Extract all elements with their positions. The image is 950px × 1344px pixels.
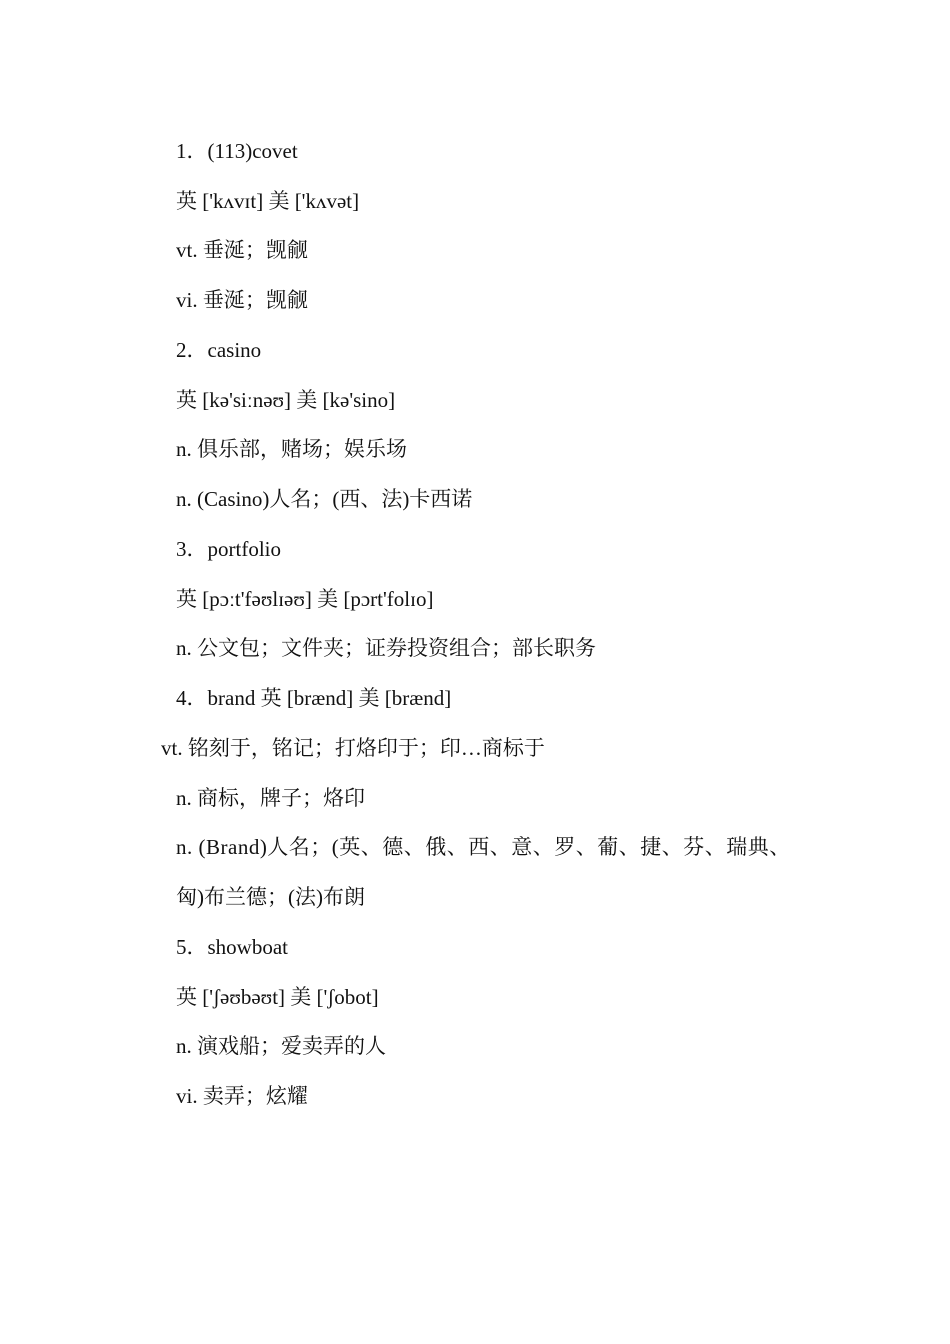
- entry-pronunciation-showboat: 英 ['ʃəʊbəʊt] 美 ['ʃobot]: [176, 985, 379, 1009]
- entry-definition: n. 公文包；文件夹；证券投资组合；部长职务: [176, 636, 596, 660]
- entry-pronunciation-covet: 英 ['kʌvɪt] 美 ['kʌvət]: [176, 189, 360, 213]
- entry-definition: n. 商标，牌子；烙印: [176, 786, 365, 810]
- entry-definition: 匈)布兰德；(法)布朗: [176, 885, 365, 909]
- entry-definition: n. 演戏船；爱卖弄的人: [176, 1034, 386, 1058]
- entry-pronunciation-casino: 英 [kə'siːnəʊ] 美 [kə'sino]: [176, 388, 396, 412]
- entry-heading-brand: 4．brand 英 [brænd] 美 [brænd]: [176, 686, 452, 710]
- entry-heading-showboat: 5．showboat: [176, 935, 288, 959]
- entry-heading-casino: 2．casino: [176, 338, 262, 362]
- entry-definition: vi. 垂涎；觊觎: [176, 288, 308, 312]
- entry-definition: vi. 卖弄；炫耀: [176, 1084, 308, 1108]
- entry-heading-covet: 1．(113)covet: [176, 139, 298, 163]
- entry-definition: n. 俱乐部，赌场；娱乐场: [176, 437, 407, 461]
- entry-definition: vt. 垂涎；觊觎: [176, 238, 308, 262]
- entry-definition: n. (Casino)人名；(西、法)卡西诺: [176, 487, 473, 511]
- entry-definition: vt. 铭刻于，铭记；打烙印于；印…商标于: [161, 736, 545, 760]
- entry-heading-portfolio: 3．portfolio: [176, 537, 281, 561]
- entry-pronunciation-portfolio: 英 [pɔːt'fəʊlɪəʊ] 美 [pɔrt'folɪo]: [176, 587, 434, 611]
- entry-definition: n. (Brand)人名；(英、德、俄、西、意、罗、葡、捷、芬、瑞典、: [176, 835, 791, 859]
